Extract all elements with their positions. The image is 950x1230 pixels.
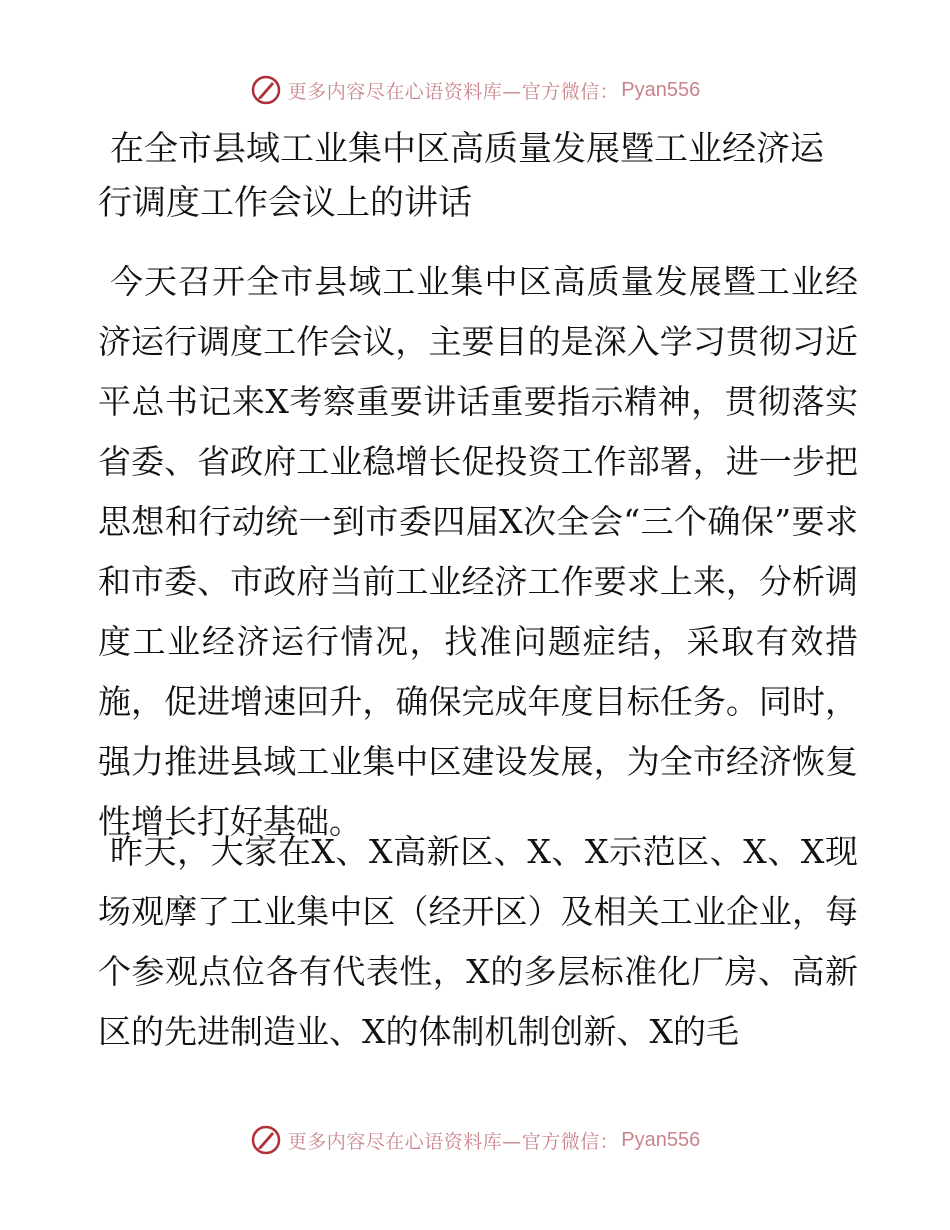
footer-watermark — [0, 1120, 950, 1160]
quill-logo-icon — [250, 74, 282, 106]
quill-logo-icon — [250, 1124, 282, 1156]
watermark-wechat-id: Pyan556 — [621, 78, 701, 101]
watermark-text: 更多内容尽在心语资料库—官方微信： — [287, 1130, 620, 1153]
title-line-1: 在全市县域工业集中区高质量发展暨工业经济运 — [110, 129, 824, 169]
watermark-wechat-id: Pyan556 — [621, 1128, 701, 1151]
header-watermark — [0, 70, 950, 110]
watermark-text: 更多内容尽在心语资料库—官方微信： — [287, 80, 620, 103]
paragraph-2: 昨天，大家在X、X高新区、X、X示范区、X、X现场观摩了工业集中区（经开区）及相关工业企业，每个参观点位各有代表性，X的多层标准化厂房、高新区的先进制造业、X的体制机制创新、X的毛 — [98, 832, 858, 1051]
title-line-2: 行调度工作会议上的讲话 — [98, 183, 472, 223]
paragraph-1: 今天召开全市县域工业集中区高质量发展暨工业经济运行调度工作会议，主要目的是深入学习贯彻习近平总书记来X考察重要讲话重要指示精神，贯彻落实省委、省政府工业稳增长促投资工作部署，进一步把思想和行动统一到市委四届X次全会“三个确保”要求和市委、市政府当前工业经济工作要求上来，分析调度工业经济运行情况，找准问题症结，采取有效措施，促进增速回升，确保完成年度目标任务。同时，强力推进县域工业集中区建设发展，为全市经济恢复性增长打好基础。 — [98, 262, 858, 841]
document-title — [98, 122, 878, 230]
